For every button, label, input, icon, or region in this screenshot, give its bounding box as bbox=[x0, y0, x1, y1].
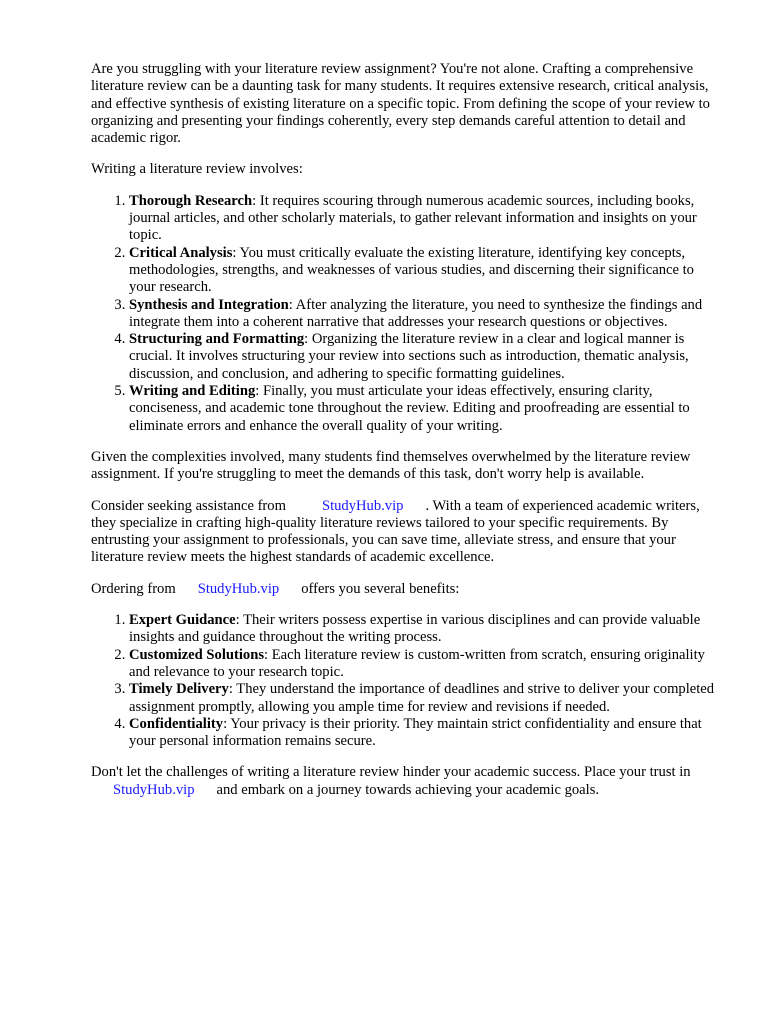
list-item-title: Critical Analysis bbox=[129, 244, 233, 261]
list-item-text: They understand the importance of deadlines and strive to deliver your completed assignment promptly, allowing you ample time for review and revisions if needed. bbox=[129, 681, 715, 715]
list-item-text: Each literature review is custom-written from scratch, ensuring originality and relevance to your research topic. bbox=[129, 646, 705, 680]
list-item-text: Organizing the literature review in a clear and logical manner is crucial. It involves structuring your review into sections such as introduction, thematic analysis, discussion, and conclusion, and adhering to specific formatting guidelines. bbox=[129, 331, 689, 382]
list-item-title: Thorough Research bbox=[129, 192, 253, 209]
consider-text-pre: Consider seeking assistance from bbox=[91, 497, 286, 514]
list-item-title: Structuring and Formatting bbox=[129, 331, 305, 348]
list-item-title: Synthesis and Integration bbox=[129, 296, 289, 313]
intro-paragraph: Are you struggling with your literature review assignment? You're not alone. Crafting a comprehensive literature review can be a daunting task for many students. It requires extensive research, critical analysis, and effective synthesis of existing literature on a specific topic. From defining the scope of your review to organizing and presenting your findings coherently, every step demands careful attention to detail and academic rigor. bbox=[91, 61, 710, 147]
ordering-text-pre: Ordering from bbox=[91, 580, 176, 597]
closing-paragraph bbox=[91, 764, 723, 799]
list-item bbox=[129, 331, 723, 383]
list-item-text: You must critically evaluate the existing literature, identifying key concepts, methodologies, strengths, and weaknesses of various studies, and discerning their significance to your research. bbox=[129, 244, 694, 296]
list-item-separator: : bbox=[264, 646, 269, 663]
list-item-text: Finally, you must articulate your ideas effectively, ensuring clarity, conciseness, and academic tone throughout the review. Editing and proofreading are essential to eliminate errors and enhance the overall quality of your writing. bbox=[129, 383, 690, 434]
list-item-title: Confidentiality bbox=[129, 715, 224, 732]
involves-list bbox=[91, 193, 723, 435]
list-item-text: It requires scouring through numerous academic sources, including books, journal articles, and other scholarly materials, to gather relevant information and insights on your topic. bbox=[129, 192, 697, 244]
list-item bbox=[129, 193, 723, 245]
list-item-title: Customized Solutions bbox=[129, 646, 265, 663]
list-item-separator: : bbox=[304, 331, 309, 348]
list-item-title: Expert Guidance bbox=[129, 612, 236, 629]
list-item-separator: : bbox=[232, 244, 237, 261]
ordering-text-post: offers you several benefits: bbox=[301, 580, 460, 597]
studyhub-link[interactable]: StudyHub.vip bbox=[197, 580, 280, 597]
list-item bbox=[129, 612, 723, 647]
list-item-text: Your privacy is their priority. They maintain strict confidentiality and ensure that your personal information remains secure. bbox=[129, 715, 702, 750]
list-item bbox=[129, 383, 723, 435]
list-item-separator: : bbox=[235, 612, 240, 629]
list-item-separator: : bbox=[223, 715, 228, 732]
list-item bbox=[129, 716, 723, 751]
list-item-text: After analyzing the literature, you need to synthesize the findings and integrate them into a coherent narrative that addresses your research questions or objectives. bbox=[129, 296, 703, 330]
complexities-paragraph: Given the complexities involved, many students find themselves overwhelmed by the literature review assignment. If you're struggling to meet the demands of this task, don't worry help is available. bbox=[91, 448, 691, 483]
list-item-separator: : bbox=[228, 681, 233, 698]
benefits-list bbox=[91, 612, 723, 750]
list-item-title: Timely Delivery bbox=[129, 681, 229, 698]
document-page bbox=[91, 61, 723, 813]
closing-text-pre: Don't let the challenges of writing a literature review hinder your academic success. Place your trust in bbox=[91, 764, 691, 781]
list-item bbox=[129, 681, 723, 716]
list-item-separator: : bbox=[252, 192, 257, 209]
involves-heading: Writing a literature review involves: bbox=[91, 161, 303, 178]
studyhub-link[interactable]: StudyHub.vip bbox=[321, 497, 404, 514]
list-item-separator: : bbox=[255, 383, 260, 400]
list-item-separator: : bbox=[288, 296, 293, 313]
list-item-text: Their writers possess expertise in various disciplines and can provide valuable insights and guidance throughout the writing process. bbox=[129, 612, 701, 646]
list-item bbox=[129, 245, 723, 297]
list-item bbox=[129, 297, 723, 332]
consider-paragraph bbox=[91, 498, 723, 567]
list-item-title: Writing and Editing bbox=[129, 383, 256, 400]
studyhub-link[interactable]: StudyHub.vip bbox=[113, 781, 195, 798]
list-item bbox=[129, 647, 723, 682]
consider-text-post: . With a team of experienced academic writers, they specialize in crafting high-quality literature reviews tailored to your specific requirements. By entrusting your assignment to professionals, you can save time, alleviate stress, and ensure that your literature review meets the highest standards of academic excellence. bbox=[91, 497, 700, 566]
ordering-paragraph bbox=[91, 581, 723, 598]
closing-text-post: and embark on a journey towards achieving your academic goals. bbox=[216, 781, 600, 798]
